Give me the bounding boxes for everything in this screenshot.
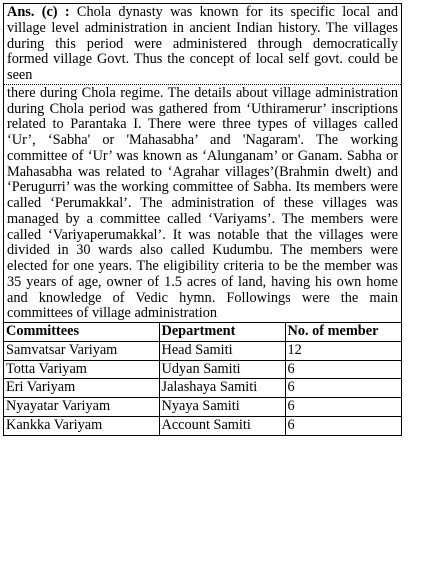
cell-committee: Totta Variyam xyxy=(4,360,159,379)
cell-department: Head Samiti xyxy=(159,341,285,360)
cell-members: 6 xyxy=(285,379,401,398)
table-row xyxy=(4,341,401,360)
header-no-of-member: No. of member xyxy=(285,323,401,342)
table-row xyxy=(4,360,401,379)
cell-committee: Eri Variyam xyxy=(4,379,159,398)
answer-box xyxy=(3,3,402,436)
cell-department: Nyaya Samiti xyxy=(159,398,285,417)
answer-paragraph-bottom xyxy=(4,85,401,322)
answer-text-part2: there during Chola regime. The details about village administration during Chola period was gathered from ‘Uthiramerur’ inscriptions related to Parantaka I. There were three types of villages called ‘Ur’, ‘Sabha' or 'Mahasabha’ and 'Nagaram'. The working committee of ‘Ur’ was known as ‘Alunganam’ or Ganam. Sabha or Mahasabha was related to ‘Agrahar villages’(Brahmin dwelt) and ‘Perugurri’ was the working committee of Sabha. Its members were called ‘Perumakkal’. The administration of these villages was managed by a committee called ‘Variyams’. The members were called ‘Variyaperumakkal’. It was notable that the villages were divided in 30 wards also called Kudumbu. The members were elected for one years. The eligibility criteria to be the member was 35 years of age, owner of 1.5 acres of land, having his own home and knowledge of Vedic hymn. Followings were the main committees of village administration xyxy=(7,84,398,322)
cell-members: 12 xyxy=(285,341,401,360)
table-row xyxy=(4,379,401,398)
table-row xyxy=(4,398,401,417)
answer-label: Ans. (c) : xyxy=(7,4,70,20)
cell-committee: Nyayatar Variyam xyxy=(4,398,159,417)
cell-committee: Samvatsar Variyam xyxy=(4,341,159,360)
header-committees: Committees xyxy=(4,323,159,342)
cell-department: Udyan Samiti xyxy=(159,360,285,379)
table-row xyxy=(4,416,401,434)
cell-members: 6 xyxy=(285,360,401,379)
committees-table xyxy=(4,322,401,435)
header-department: Department xyxy=(159,323,285,342)
answer-text-part1: Chola dynasty was known for its specific local and village level administration in ancient Indian history. The villages during this period were administered through democratically formed village Govt. Thus the concept of local self govt. could be seen xyxy=(7,4,398,83)
cell-department: Jalashaya Samiti xyxy=(159,379,285,398)
cell-members: 6 xyxy=(285,416,401,434)
table-header-row xyxy=(4,323,401,342)
cell-members: 6 xyxy=(285,398,401,417)
cell-committee: Kankka Variyam xyxy=(4,416,159,434)
cell-department: Account Samiti xyxy=(159,416,285,434)
answer-paragraph-top xyxy=(4,4,401,84)
